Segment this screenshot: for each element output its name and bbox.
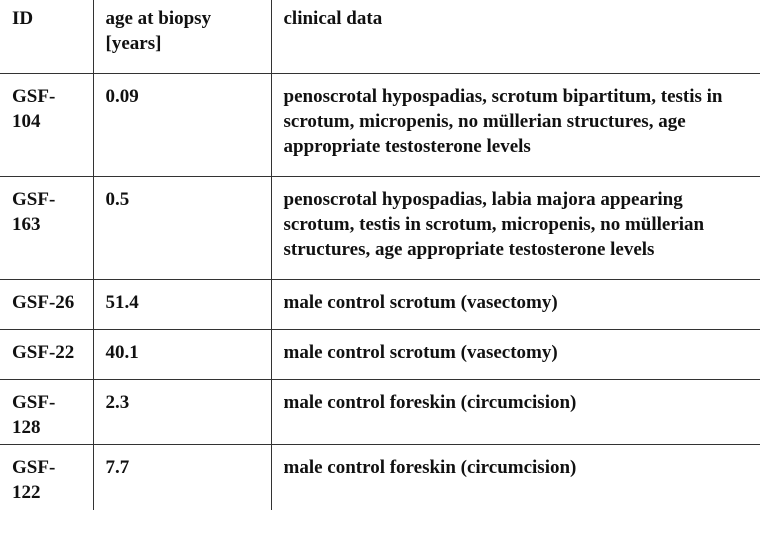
- cell-id-line2: 122: [12, 481, 41, 503]
- cell-clinical: male control foreskin (circumcision): [271, 379, 760, 444]
- cell-id-line1: GSF-: [12, 188, 56, 210]
- cell-age: 0.09: [93, 73, 271, 176]
- cell-clinical: penoscrotal hypospadias, scrotum bipartitum, testis in scrotum, micropenis, no müllerian structures, age appropriate testosterone levels: [271, 73, 760, 176]
- table-row: [0, 379, 760, 444]
- cell-id: [0, 329, 93, 379]
- cell-clinical: male control scrotum (vasectomy): [271, 329, 760, 379]
- cell-id-line1: GSF-: [12, 391, 56, 413]
- table-row: [0, 279, 760, 329]
- cell-id-line1: GSF-26: [12, 291, 75, 313]
- cell-age: 0.5: [93, 176, 271, 279]
- header-clinical: [271, 0, 760, 73]
- cell-id-line2: 163: [12, 213, 41, 235]
- header-id: [0, 0, 93, 73]
- cell-id-line1: GSF-: [12, 85, 56, 107]
- cell-id: [0, 379, 93, 444]
- table-row: [0, 444, 760, 510]
- cell-age: 2.3: [93, 379, 271, 444]
- cell-age: 7.7: [93, 444, 271, 510]
- table-header-row: [0, 0, 760, 73]
- table-row: [0, 329, 760, 379]
- cell-clinical: male control scrotum (vasectomy): [271, 279, 760, 329]
- cell-id: [0, 444, 93, 510]
- cell-id: [0, 176, 93, 279]
- cell-id: [0, 73, 93, 176]
- header-clinical-label: clinical data: [283, 8, 383, 29]
- header-age-label-line2: [years]: [105, 33, 162, 54]
- cell-id-line1: GSF-: [12, 456, 56, 478]
- table-row: [0, 73, 760, 176]
- table-row: [0, 176, 760, 279]
- cell-age: 40.1: [93, 329, 271, 379]
- header-id-label: ID: [12, 8, 34, 29]
- cell-id-line1: GSF-22: [12, 341, 75, 363]
- header-age: [93, 0, 271, 73]
- cell-id-line2: 104: [12, 110, 41, 132]
- cell-id-line2: 128: [12, 416, 41, 438]
- header-age-label-line1: age at biopsy: [105, 8, 212, 29]
- cell-clinical: male control foreskin (circumcision): [271, 444, 760, 510]
- cell-clinical: penoscrotal hypospadias, labia majora appearing scrotum, testis in scrotum, micropenis, no müllerian structures, age appropriate testosterone levels: [271, 176, 760, 279]
- cell-age: 51.4: [93, 279, 271, 329]
- cell-id: [0, 279, 93, 329]
